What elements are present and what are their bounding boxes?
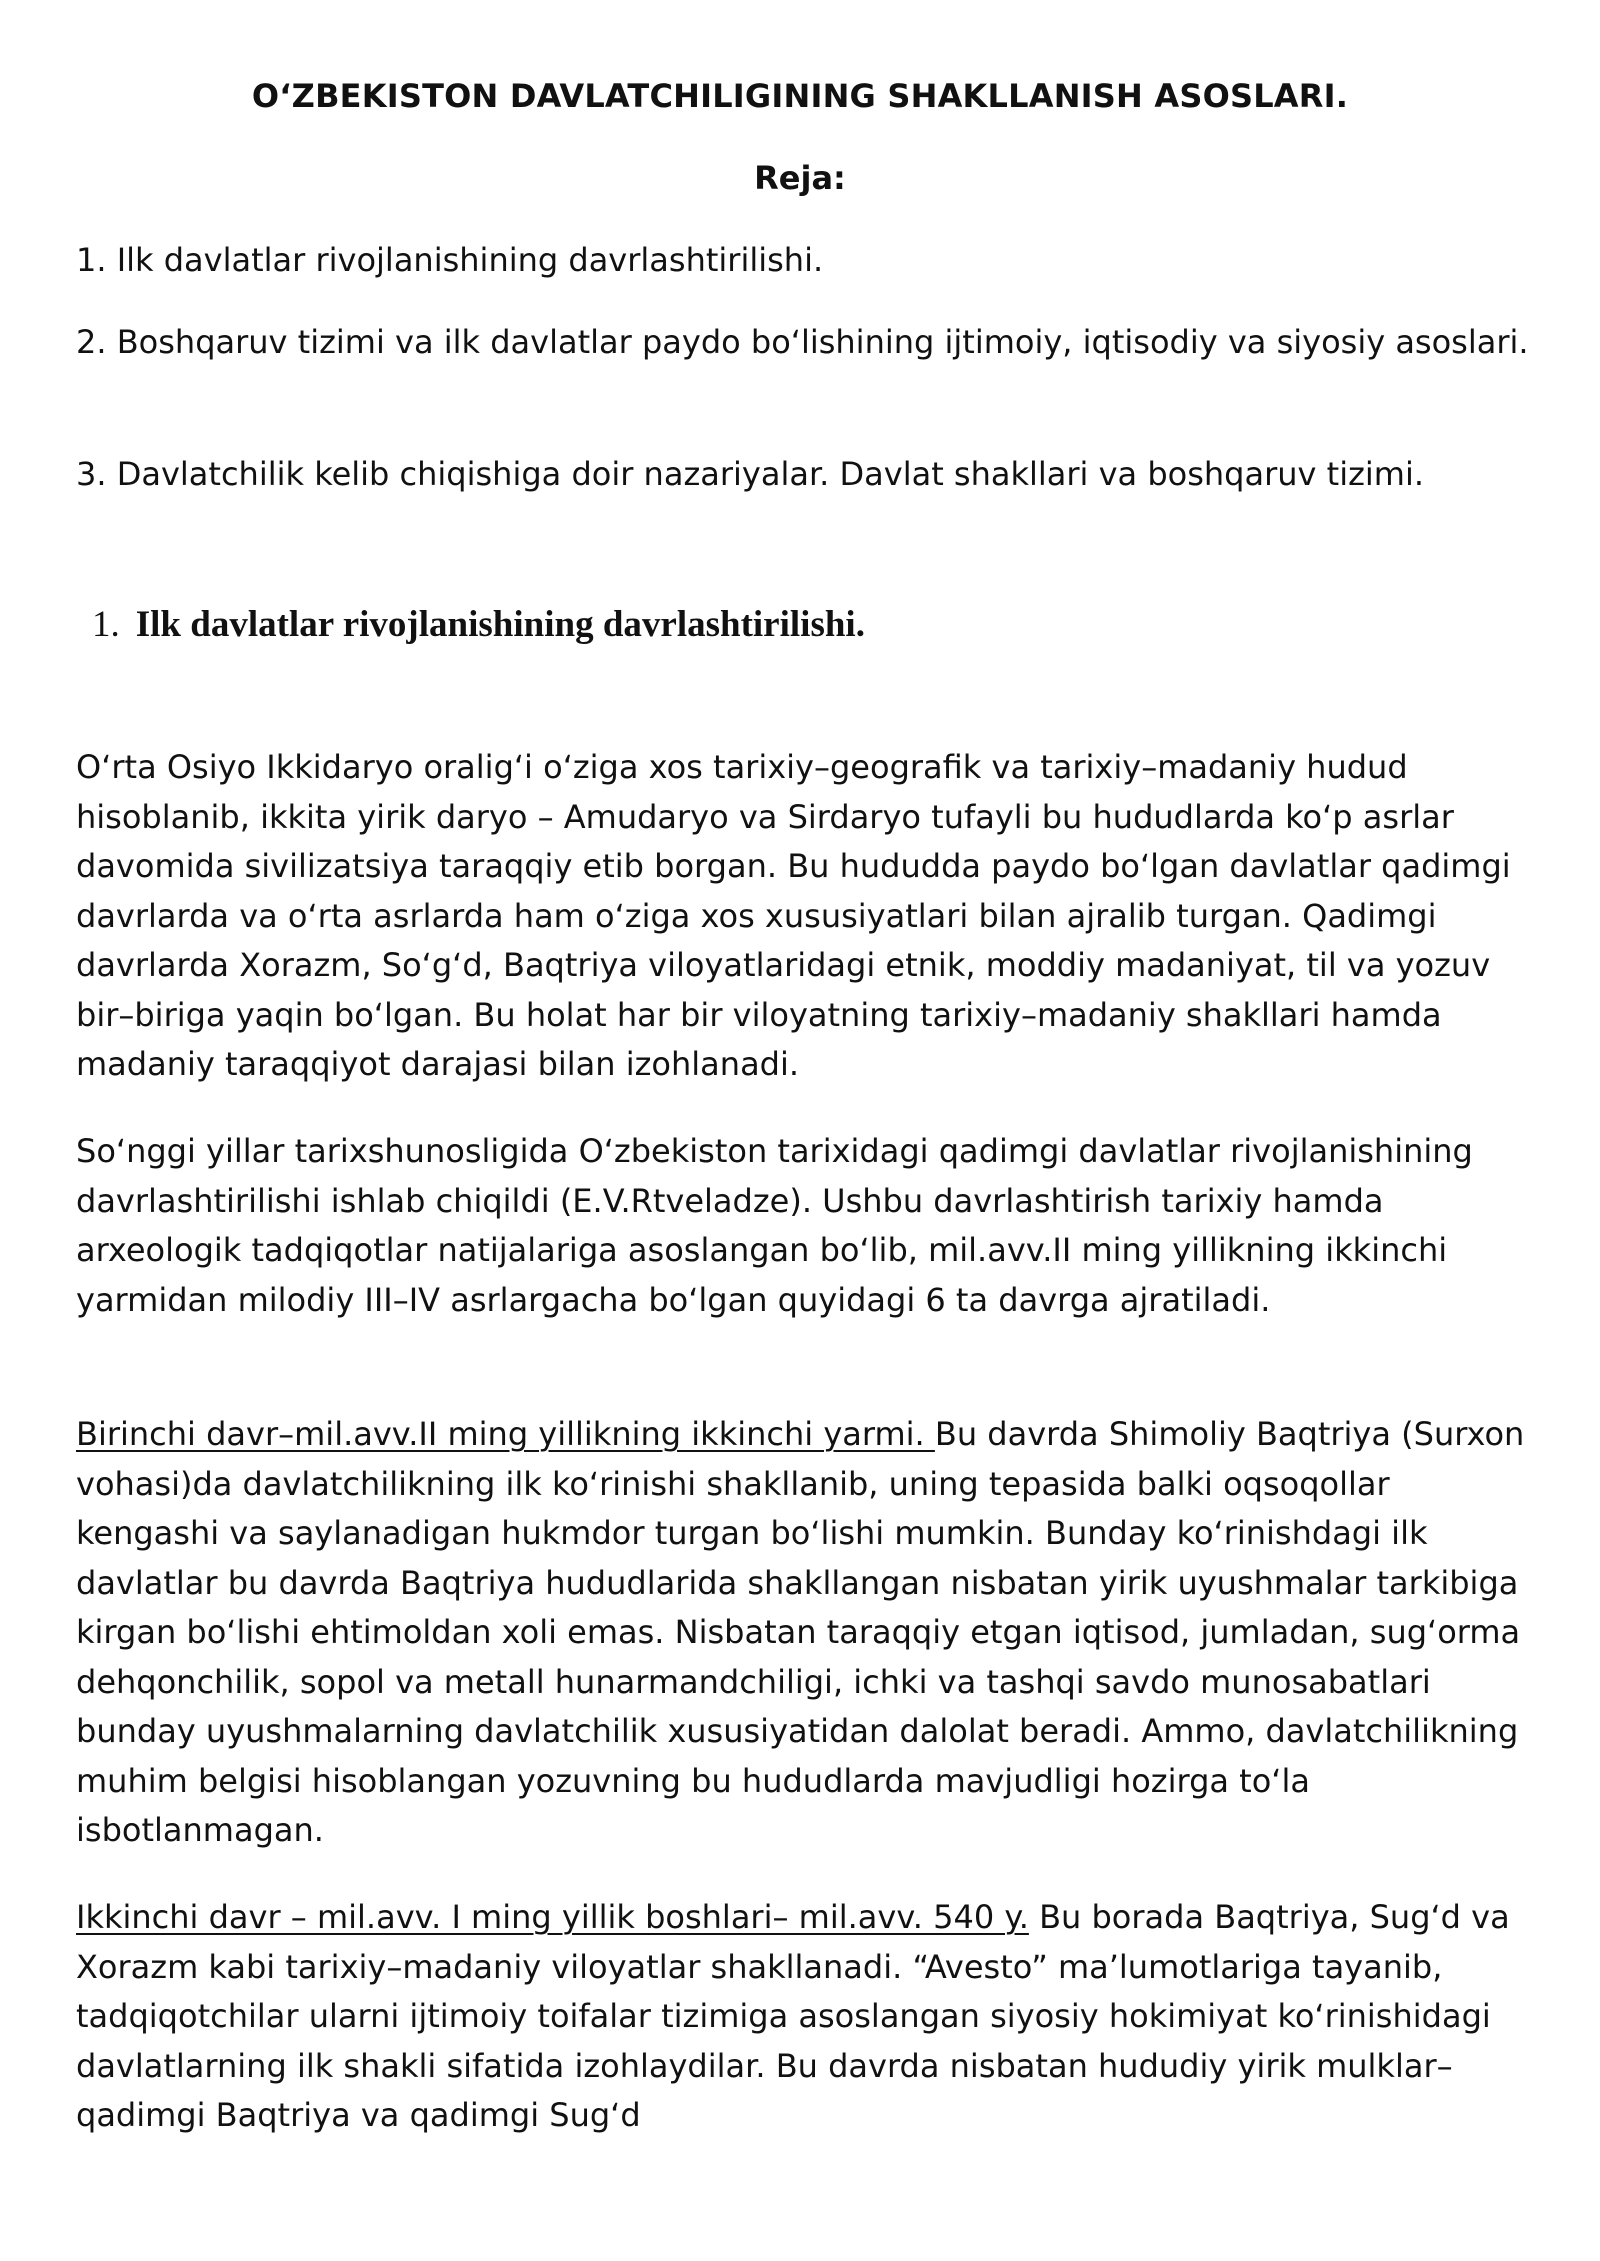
paragraph-text: Bu davrda Shimoliy Baqtriya (Surxon vohasi)da davlatchilikning ilk ko‘rinishi shakllanib, uning tepasida balki oqsoqollar kengashi va saylanadigan hukmdor turgan bo‘lishi mumkin. Bunday ko‘rinishdagi ilk davlatlar bu davrda Baqtriya hududlarida shakllangan nisbatan yirik uyushmalar tarkibiga kirgan bo‘lishi ehtimoldan xoli emas. Nisbatan taraqqiy etgan iqtisod, jumladan, sug‘orma dehqonchilik, sopol va metall hunarmandchiligi, ichki va tashqi savdo munosabatlari bunday uyushmalarning davlatchilik xususiyatidan dalolat beradi. Ammo, davlatchilikning muhim belgisi hisoblangan yozuvning bu hududlarda mavjudligi hozirga to‘la isbotlanmagan. (76, 1415, 1525, 1849)
paragraph-periodization (76, 1127, 1536, 1325)
plan-heading: Reja: (754, 159, 846, 197)
section-heading-text: Ilk davlatlar rivojlanishining davrlashtirilishi. (135, 604, 865, 645)
paragraph-second-period (76, 1893, 1536, 2141)
plan-item-2: 2. Boshqaruv tizimi va ilk davlatlar paydo bo‘lishining ijtimoiy, iqtisodiy va siyosiy asoslari. (76, 323, 1529, 361)
plan-item-1: 1. Ilk davlatlar rivojlanishining davrlashtirilishi. (76, 241, 824, 279)
paragraph-intro (76, 743, 1536, 1090)
paragraph-text: So‘nggi yillar tarixshunosligida O‘zbekiston tarixidagi qadimgi davlatlar rivojlanishining davrlashtirilishi ishlab chiqildi (E.V.Rtveladze). Ushbu davrlashtirish tarixiy hamda arxeologik tadqiqotlar natijalariga asoslangan bo‘lib, mil.avv.II ming yillikning ikkinchi yarmidan milodiy III–IV asrlargacha bo‘lgan quyidagi 6 ta davrga ajratiladi. (76, 1132, 1473, 1319)
document-title: O‘ZBEKISTON DAVLATCHILIGINING SHAKLLANISH ASOSLARI. (251, 77, 1349, 115)
section-heading (92, 600, 865, 650)
period-lead-underlined: Birinchi davr–mil.avv.II ming yillikning ikkinchi yarmi. (76, 1415, 935, 1453)
plan-item-3: 3. Davlatchilik kelib chiqishiga doir nazariyalar. Davlat shakllari va boshqaruv tizimi. (76, 455, 1424, 493)
section-heading-number: 1. (92, 604, 120, 645)
paragraph-text: Bu borada Baqtriya, Sug‘d va Xorazm kabi tarixiy–madaniy viloyatlar shakllanadi. “Avesto” ma’lumotlariga tayanib, tadqiqotchilar ularni ijtimoiy toifalar tizimiga asoslangan siyosiy hokimiyat ko‘rinishidagi davlatlarning ilk shakli sifatida izohlaydilar. Bu davrda nisbatan hududiy yirik mulklar–qadimgi Baqtriya va qadimgi Sug‘d (76, 1898, 1510, 2134)
paragraph-text: O‘rta Osiyo Ikkidaryo oralig‘i o‘ziga xos tarixiy–geografik va tarixiy–madaniy hudud hisoblanib, ikkita yirik daryo – Amudaryo va Sirdaryo tufayli bu hududlarda ko‘p asrlar davomida sivilizatsiya taraqqiy etib borgan. Bu hududda paydo bo‘lgan davlatlar qadimgi davrlarda va o‘rta asrlarda ham o‘ziga xos xususiyatlari bilan ajralib turgan. Qadimgi davrlarda Xorazm, So‘g‘d, Baqtriya viloyatlaridagi etnik, moddiy madaniyat, til va yozuv bir–biriga yaqin bo‘lgan. Bu holat har bir viloyatning tarixiy–madaniy shakllari hamda madaniy taraqqiyot darajasi bilan izohlanadi. (76, 748, 1511, 1083)
period-lead-underlined: Ikkinchi davr – mil.avv. I ming yillik boshlari– mil.avv. 540 y. (76, 1898, 1029, 1936)
paragraph-first-period (76, 1410, 1536, 1856)
